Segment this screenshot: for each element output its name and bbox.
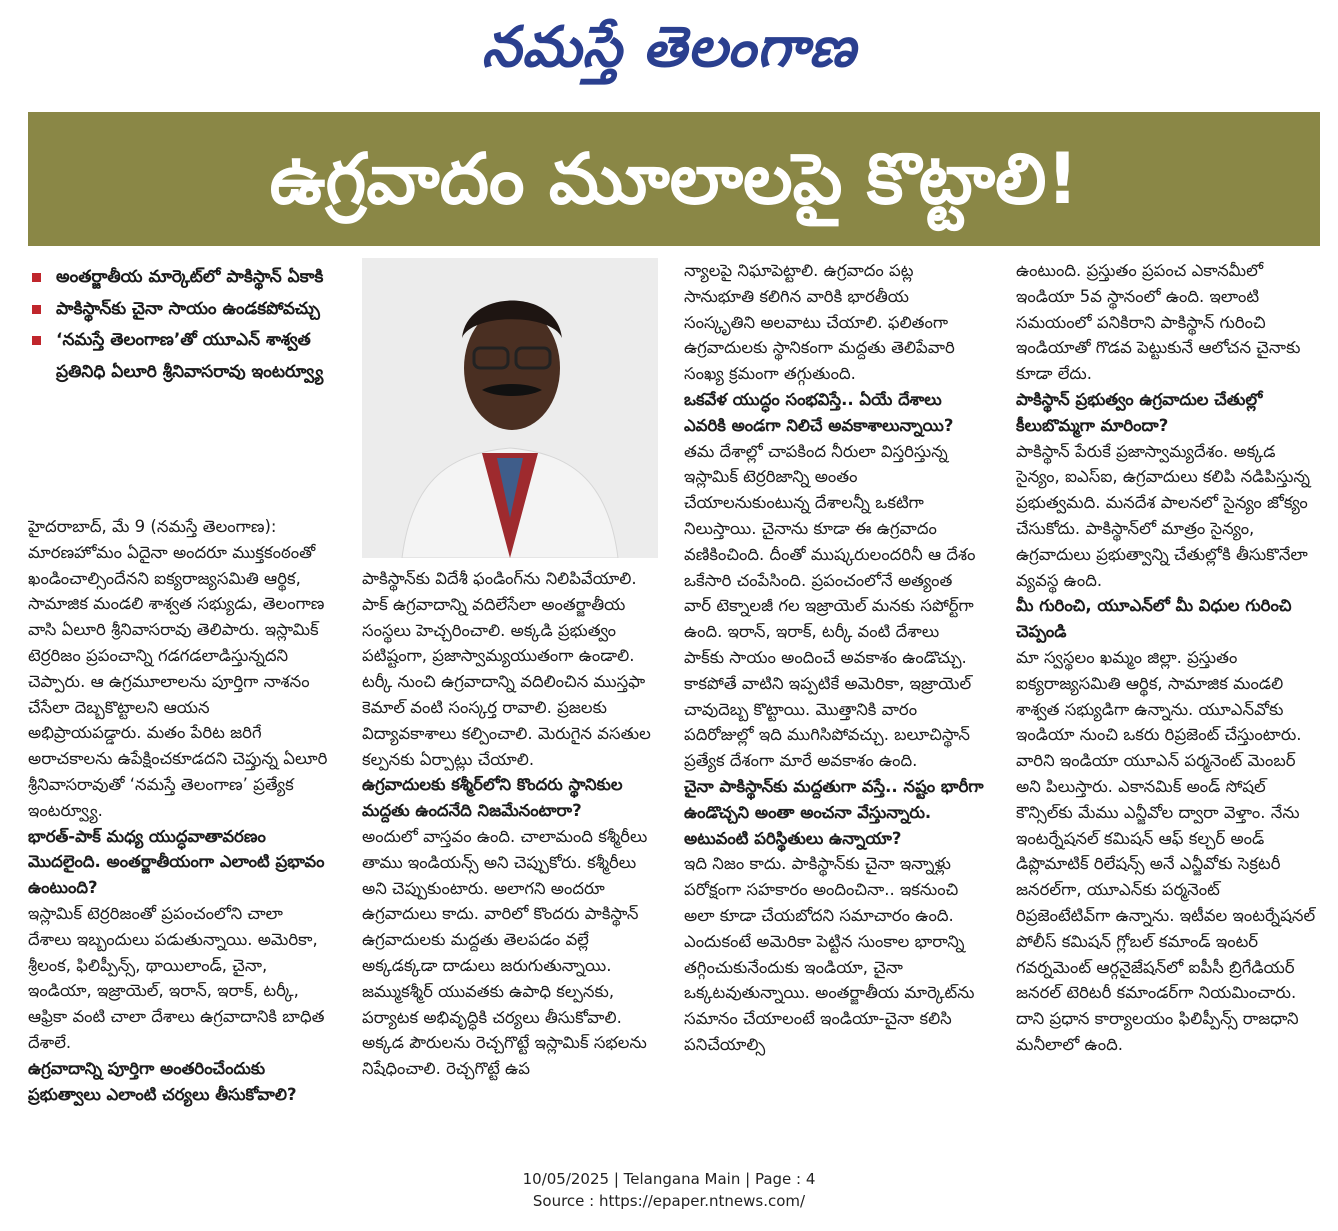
question: పాకిస్థాన్ ప్రభుత్వం ఉగ్రవాదుల చేతుల్లో కీలుబొమ్మగా మారిందా?	[1016, 389, 1263, 435]
highlight-item: పాకిస్థాన్‌కు చైనా సాయం ఉండకపోవచ్చు	[28, 294, 328, 326]
bullet-icon	[32, 336, 41, 345]
headline: ఉగ్రవాదం మూలాలపై కొట్టాలి!	[269, 138, 1079, 220]
footer-source-line: Source : https://epaper.ntnews.com/	[532, 1192, 806, 1210]
article-column-2	[362, 566, 658, 1156]
page-footer	[0, 1168, 1338, 1212]
bullet-icon	[32, 273, 41, 282]
paragraph: పాకిస్థాన్‌కు విదేశీ ఫండింగ్‌ను నిలిపివేయాలి. పాక్ ఉగ్రవాదాన్ని వదిలేసేలా అంతర్జాతీయ సంస్థలు హెచ్చరించాలి. అక్కడి ప్రభుత్వం పటిష్టంగా, ప్రజాస్వామ్యయుతంగా ఉండాలి. టర్కీ నుంచి ఉగ్రవాదాన్ని వదిలించిన ముస్తఫా కెమాల్ వంటి సంస్కర్త రావాలి. ప్రజలకు విద్యావకాశాలు కల్పించాలి. మెరుగైన వసతుల కల్పనకు ఏర్పాట్లు చేయాలి.	[362, 569, 651, 769]
headline-banner	[28, 112, 1320, 246]
question: ఒకవేళ యుద్ధం సంభవిస్తే.. ఏయే దేశాలు ఎవరికి అండగా నిలిచే అవకాశాలున్నాయి?	[684, 389, 954, 435]
paragraph: హైదరాబాద్, మే 9 (నమస్తే తెలంగాణ): మారణహోమం ఏదైనా అందరూ ముక్తకంఠంతో ఖండించాల్సిందేనని ఐక్యరాజ్యసమితి ఆర్థిక, సామాజిక మండలి శాశ్వత సభ్యుడు, తెలంగాణ వాసి ఏలూరి శ్రీనివాసరావు తెలిపారు. ఇస్లామిక్ టెర్రరిజం ప్రపంచాన్ని గడగడలాడిస్తున్నదని చెప్పారు. ఆ ఉగ్రమూలాలను పూర్తిగా నాశనం చేసేలా దెబ్బకొట్టాలని ఆయన అభిప్రాయపడ్డారు. మతం పేరిట జరిగే అరాచకాలను ఉపేక్షించకూడదని చెప్తున్న ఏలూరి శ్రీనివాసరావుతో ‘నమస్తే తెలంగాణ’ ప్రత్యేక ఇంటర్వ్యూ.	[28, 517, 328, 820]
article-column-4	[1016, 258, 1316, 1156]
portrait-photo	[362, 258, 658, 558]
paragraph: అందులో వాస్తవం ఉంది. చాలామంది కశ్మీరీలు తాము ఇండియన్స్ అని చెప్పుకోరు. కశ్మీరీలు అని చెప్పుకుంటారు. అలాగని అందరూ ఉగ్రవాదులు కాదు. వారిలో కొందరు పాకిస్థాన్ ఉగ్రవాదులకు మద్దతు తెలపడం వల్లే అక్కడక్కడా దాడులు జరుగుతున్నాయి. జమ్ముకశ్మీర్ యువతకు ఉపాధి కల్పనకు, పర్యాటక అభివృద్ధికి చర్యలు తీసుకోవాలి. అక్కడ పౌరులను రెచ్చగొట్టే ఇస్లామిక్ సభలను నిషేధించాలి. రెచ్చగొట్టే ఉప	[362, 826, 648, 1079]
highlight-item: ‘నమస్తే తెలంగాణ’తో యూఎన్ శాశ్వత ప్రతినిధి ఏలూరి శ్రీనివాసరావు ఇంటర్వ్యూ	[28, 325, 328, 388]
bullet-icon	[32, 305, 41, 314]
paragraph: మా స్వస్థలం ఖమ్మం జిల్లా. ప్రస్తుతం ఐక్యరాజ్యసమితి ఆర్థిక, సామాజిక మండలి శాశ్వత సభ్యుడిగా ఉన్నాను. యూఎన్‌వోకు ఇండియా నుంచి ఒకరు రిప్రజెంట్ చేస్తుంటారు. వారిని ఇండియా యూఎన్ పర్మనెంట్ మెంబర్ అని పిలుస్తారు. ఎకానమిక్ అండ్ సోషల్ కౌన్సిల్‌కు మేము ఎన్జీవోల ద్వారా వెళ్తాం. నేను ఇంటర్నేషనల్ కమిషన్ ఆఫ్ కల్చర్ అండ్ డిప్లొమాటిక్ రిలేషన్స్ అనే ఎన్జీవోకు సెక్రటరీ జనరల్‌గా, యూఎన్‌కు పర్మనెంట్ రిప్రజెంటేటివ్‌గా ఉన్నాను. ఇటీవల ఇంటర్నేషనల్ పోలీస్ కమిషన్ గ్లోబల్ కమాండ్ ఇంటర్ గవర్నమెంట్ ఆర్గనైజేషన్‌లో ఐపీసీ బ్రిగేడియర్ జనరల్ టెరిటరీ కమాండర్‌గా నియమించారు. దాని ప్రధాన కార్యాలయం ఫిలిప్పీన్స్ రాజధాని మనీలాలో ఉంది.	[1016, 647, 1316, 1054]
masthead: నమస్తే తెలంగాణ	[481, 15, 857, 80]
portrait-image	[362, 258, 658, 558]
highlights-list	[28, 262, 328, 388]
question: మీ గురించి, యూఎన్‌లో మీ విధుల గురించి చెప్పండి	[1016, 596, 1292, 642]
question: చైనా పాకిస్థాన్‌కు మద్దతుగా వస్తే.. నష్టం భారీగా ఉండొచ్చని అంతా అంచనా వేస్తున్నారు. అటువంటి పరిస్థితులు ఉన్నాయా?	[684, 776, 984, 848]
article-column-3	[684, 258, 984, 1156]
question: ఉగ్రవాదులకు కశ్మీర్‌లోని కొందరు స్థానికుల మద్దతు ఉందనేది నిజమేనంటారా?	[362, 775, 623, 821]
paragraph: న్యాలపై నిఘాపెట్టాలి. ఉగ్రవాదం పట్ల సానుభూతి కలిగిన వారికి భారతీయ సంస్కృతిని అలవాటు చేయాలి. ఫలితంగా ఉగ్రవాదులకు స్థానికంగా మద్దతు తెలిపేవారి సంఖ్య క్రమంగా తగ్గుతుంది.	[684, 261, 955, 384]
paragraph: ఉంటుంది. ప్రస్తుతం ప్రపంచ ఎకానమీలో ఇండియా 5వ స్థానంలో ఉంది. ఇలాంటి సమయంలో పనికిరాని పాకిస్థాన్ గురించి ఇండియాతో గొడవ పెట్టుకునే ఆలోచన చైనాకు కూడా లేదు.	[1016, 261, 1301, 384]
paragraph: పాకిస్థాన్ పేరుకే ప్రజాస్వామ్యదేశం. అక్కడ సైన్యం, ఐఎస్ఐ, ఉగ్రవాదులు కలిపి నడిపిస్తున్న ప్రభుత్వమది. మనదేశ పాలనలో సైన్యం జోక్యం చేసుకోదు. పాకిస్థాన్‌లో మాత్రం సైన్యం, ఉగ్రవాదులు ప్రభుత్వాన్ని చేతుల్లోకి తీసుకొనేలా వ్యవస్థ ఉంది.	[1016, 441, 1310, 590]
paragraph: ఇది నిజం కాదు. పాకిస్థాన్‌కు చైనా ఇన్నాళ్లు పరోక్షంగా సహకారం అందించినా.. ఇకనుంచి అలా కూడా చేయబోదని సమాచారం ఉంది. ఎందుకంటే అమెరికా పెట్టిన సుంకాల భారాన్ని తగ్గించుకునేందుకు ఇండియా, చైనా ఒక్కటవుతున్నాయి. అంతర్జాతీయ మార్కెట్‌ను సమానం చేయాలంటే ఇండియా-చైనా కలిసి పనిచేయాల్సి	[684, 854, 975, 1054]
paragraph: ఇస్లామిక్ టెర్రరిజంతో ప్రపంచంలోని చాలా దేశాలు ఇబ్బందులు పడుతున్నాయి. అమెరికా, శ్రీలంక, ఫిలిప్పీన్స్, థాయిలాండ్, చైనా, ఇండియా, ఇజ్రాయెల్, ఇరాన్, ఇరాక్, టర్కీ, ఆఫ్రికా వంటి చాలా దేశాలు ఉగ్రవాదానికి బాధిత దేశాలే.	[28, 903, 325, 1052]
highlight-item: అంతర్జాతీయ మార్కెట్‌లో పాకిస్థాన్ ఏకాకి	[28, 262, 328, 294]
paragraph: తమ దేశాల్లో చాపకింద నీరులా విస్తరిస్తున్న ఇస్లామిక్ టెర్రరిజాన్ని అంతం చేయాలనుకుంటున్న దేశాలన్నీ ఒకటిగా నిలుస్తాయి. చైనాను కూడా ఈ ఉగ్రవాదం వణికించింది. దీంతో ముష్కరులందరినీ ఆ దేశం ఒకేసారి చంపేసింది. ప్రపంచంలోనే అత్యంత వార్ టెక్నాలజీ గల ఇజ్రాయెల్ మనకు సపోర్ట్‌గా ఉంది. ఇరాన్, ఇరాక్, టర్కీ వంటి దేశాలు పాక్‌కు సాయం అందించే అవకాశం ఉండొచ్చు. కాకపోతే వాటిని ఇప్పటికే అమెరికా, ఇజ్రాయెల్ చావుదెబ్బ కొట్టాయి. మొత్తానికి వారం పదిరోజుల్లో ఇది ముగిసిపోవచ్చు. బలూచిస్థాన్ ప్రత్యేక దేశంగా మారే అవకాశం ఉంది.	[684, 441, 976, 771]
article-column-1	[28, 514, 328, 1154]
question: భారత్-పాక్ మధ్య యుద్ధవాతావరణం మొదలైంది. అంతర్జాతీయంగా ఎలాంటి ప్రభావం ఉంటుంది?	[28, 826, 325, 898]
footer-date-line: 10/05/2025 | Telangana Main | Page : 4	[522, 1170, 816, 1188]
question: ఉగ్రవాదాన్ని పూర్తిగా అంతరించేందుకు ప్రభుత్వాలు ఎలాంటి చర్యలు తీసుకోవాలి?	[28, 1058, 297, 1104]
